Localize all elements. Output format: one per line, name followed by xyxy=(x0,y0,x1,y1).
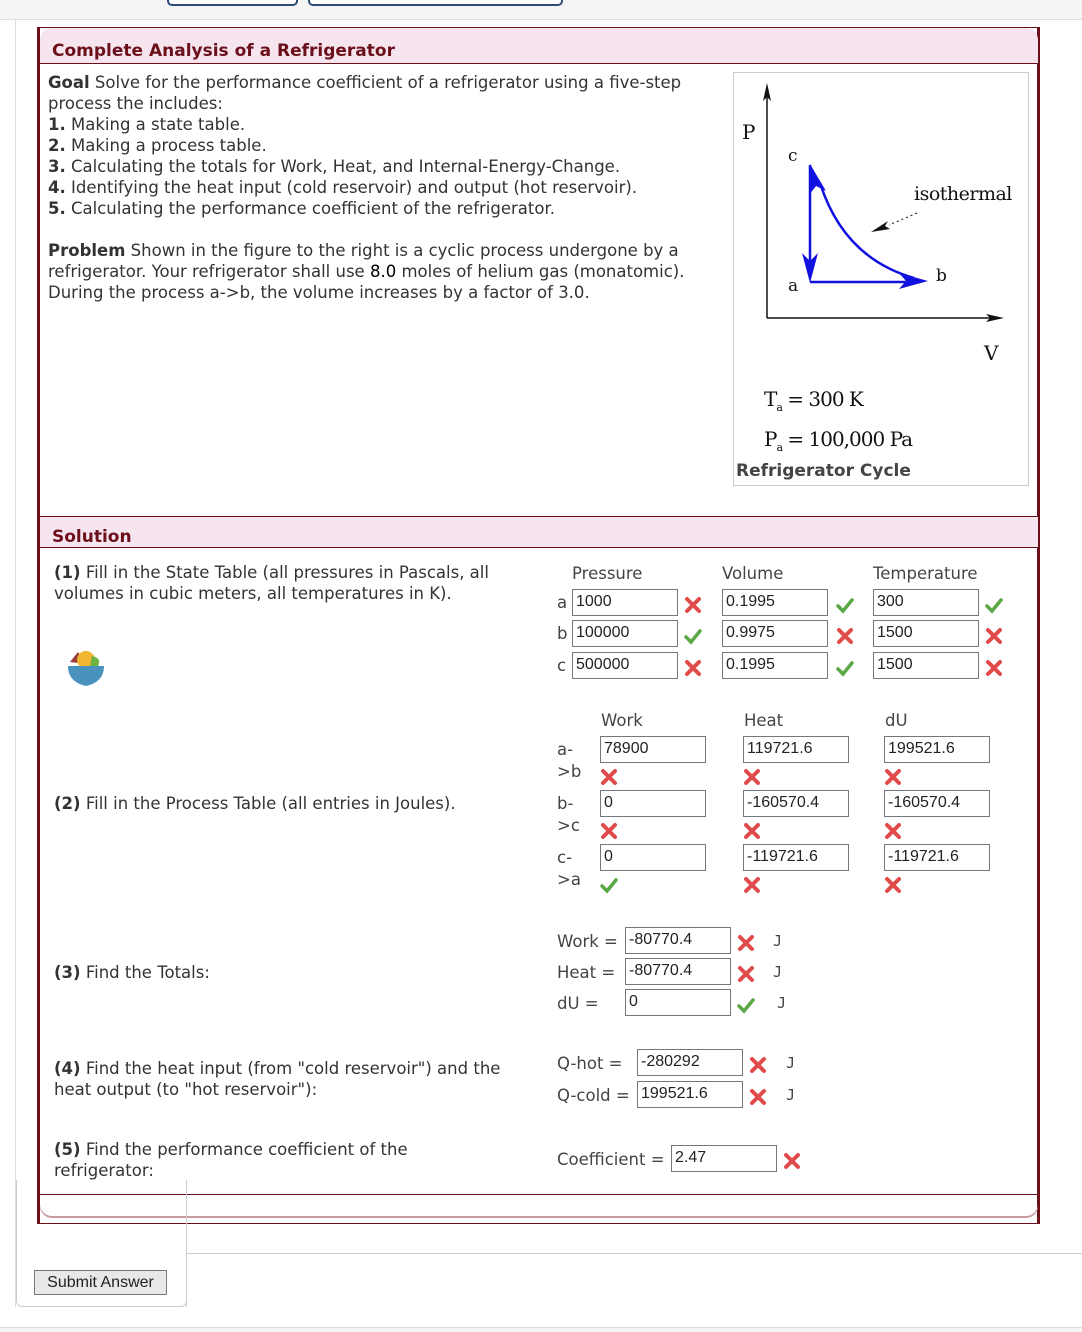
incorrect-x-icon xyxy=(884,822,902,840)
state-header-pressure: Pressure xyxy=(572,564,643,583)
step2-instructions: (2) Fill in the Process Table (all entries in Joules). xyxy=(54,794,456,813)
state-row-label-c: c xyxy=(557,656,567,675)
volume-b-input[interactable]: 0.9975 xyxy=(722,620,828,647)
point-b-label: b xyxy=(936,266,947,286)
total-du-unit: J xyxy=(777,994,787,1012)
process-row-label-ca: c- >a xyxy=(557,848,581,889)
pressure-a-input[interactable]: 1000 xyxy=(572,589,678,616)
q-cold-input[interactable]: 199521.6 xyxy=(637,1081,743,1108)
fruit-bowl-icon xyxy=(64,648,108,692)
total-work-unit: J xyxy=(773,932,783,950)
total-heat-input[interactable]: -80770.4 xyxy=(625,958,731,985)
step4-instructions: (4) Find the heat input (from "cold reservoir") and the heat output (to "hot reservoir"): xyxy=(54,1059,501,1099)
top-tab-button-2[interactable] xyxy=(308,0,563,6)
top-tab-button-1[interactable] xyxy=(167,0,298,6)
solution-header xyxy=(40,516,1038,548)
total-work-input[interactable]: -80770.4 xyxy=(625,927,731,954)
state-header-volume: Volume xyxy=(722,564,784,583)
top-toolbar xyxy=(0,0,1082,20)
bottom-bar xyxy=(0,1327,1082,1332)
step1-instructions: (1) Fill in the State Table (all pressures in Pascals, all volumes in cubic meters, all temperatures in K). xyxy=(54,563,489,603)
goal-steps xyxy=(48,114,728,219)
incorrect-x-icon xyxy=(884,876,902,894)
correct-check-icon xyxy=(836,596,854,614)
work-ab-input[interactable]: 78900 xyxy=(600,736,706,763)
problem-title: Complete Analysis of a Refrigerator xyxy=(52,41,395,61)
total-heat-unit: J xyxy=(773,963,783,981)
du-ca-input[interactable]: -119721.6 xyxy=(884,844,990,871)
heat-ab-input[interactable]: 119721.6 xyxy=(743,736,849,763)
process-row-label-bc: b- >c xyxy=(557,794,580,835)
work-bc-input[interactable]: 0 xyxy=(600,790,706,817)
correct-check-icon xyxy=(684,627,702,645)
process-header-work: Work xyxy=(601,711,643,730)
total-du-label: dU = xyxy=(557,994,599,1013)
incorrect-x-icon xyxy=(985,659,1003,677)
v-axis-label: V xyxy=(984,341,999,365)
incorrect-x-icon xyxy=(600,822,618,840)
step5-instructions: (5) Find the performance coefficient of the refrigerator: xyxy=(54,1140,408,1180)
goal-step-5: 5. Calculating the performance coefficient of the refrigerator. xyxy=(48,199,555,218)
factor-value: 3.0 xyxy=(558,283,585,302)
incorrect-x-icon xyxy=(749,1088,767,1106)
goal-text: Goal Solve for the performance coefficient of a refrigerator using a five-step process the includes: xyxy=(48,73,682,113)
incorrect-x-icon xyxy=(600,768,618,786)
q-hot-unit: J xyxy=(786,1054,796,1072)
moles-value: 8.0 xyxy=(369,262,397,281)
temperature-b-input[interactable]: 1500 xyxy=(873,620,979,647)
pressure-b-input[interactable]: 100000 xyxy=(572,620,678,647)
page-left-border xyxy=(15,20,16,1307)
state-header-temperature: Temperature xyxy=(873,564,978,583)
incorrect-x-icon xyxy=(743,768,761,786)
goal-step-3: 3. Calculating the totals for Work, Heat, and Internal-Energy-Change. xyxy=(48,157,621,176)
work-ca-input[interactable]: 0 xyxy=(600,844,706,871)
footer-divider xyxy=(186,1253,1082,1254)
solution-title: Solution xyxy=(52,527,132,547)
ta-equation: $T_a = 300$ K xyxy=(764,387,863,414)
process-header-heat: Heat xyxy=(744,711,784,730)
panel-footer xyxy=(40,1194,1038,1218)
volume-a-input[interactable]: 0.1995 xyxy=(722,589,828,616)
point-c-label: c xyxy=(788,146,798,166)
goal-step-1: 1. Making a state table. xyxy=(48,115,246,134)
incorrect-x-icon xyxy=(749,1056,767,1074)
pv-diagram-figure xyxy=(733,72,1029,486)
coefficient-label: Coefficient = xyxy=(557,1150,665,1169)
coefficient-input[interactable]: 2.47 xyxy=(671,1145,777,1172)
problem-text: Problem Shown in the figure to the right is a cyclic process undergone by a refrigerator. Your refrigerator shall use 8.0 moles of helium gas (monatomic). During the process a->b, the volume increases by a factor of 3.0. xyxy=(48,241,685,302)
temperature-a-input[interactable]: 300 xyxy=(873,589,979,616)
incorrect-x-icon xyxy=(743,876,761,894)
point-a-label: a xyxy=(788,276,799,296)
total-work-label: Work = xyxy=(557,932,618,951)
correct-check-icon xyxy=(985,596,1003,614)
goal-label: Goal xyxy=(48,73,90,92)
process-header-du: dU xyxy=(885,711,908,730)
process-row-label-ab: a- >b xyxy=(557,740,582,781)
incorrect-x-icon xyxy=(737,934,755,952)
q-cold-label: Q-cold = xyxy=(557,1086,630,1105)
incorrect-x-icon xyxy=(985,627,1003,645)
step3-instructions: (3) Find the Totals: xyxy=(54,963,210,982)
pressure-c-input[interactable]: 500000 xyxy=(572,652,678,679)
problem-panel xyxy=(37,27,1040,1224)
incorrect-x-icon xyxy=(783,1152,801,1170)
volume-c-input[interactable]: 0.1995 xyxy=(722,652,828,679)
incorrect-x-icon xyxy=(737,965,755,983)
pa-equation: $P_a = 100,000$ Pa xyxy=(764,427,913,454)
footer-divider-vertical xyxy=(186,1253,187,1307)
temperature-c-input[interactable]: 1500 xyxy=(873,652,979,679)
q-hot-input[interactable]: -280292 xyxy=(637,1049,743,1076)
heat-ca-input[interactable]: -119721.6 xyxy=(743,844,849,871)
submit-answer-button[interactable]: Submit Answer xyxy=(34,1270,167,1295)
du-ab-input[interactable]: 199521.6 xyxy=(884,736,990,763)
problem-label: Problem xyxy=(48,241,126,260)
figure-caption: Refrigerator Cycle xyxy=(736,461,911,481)
state-row-label-a: a xyxy=(557,593,568,612)
problem-header xyxy=(40,28,1038,64)
incorrect-x-icon xyxy=(884,768,902,786)
q-hot-label: Q-hot = xyxy=(557,1054,623,1073)
incorrect-x-icon xyxy=(836,627,854,645)
total-du-input[interactable]: 0 xyxy=(625,989,731,1016)
heat-bc-input[interactable]: -160570.4 xyxy=(743,790,849,817)
du-bc-input[interactable]: -160570.4 xyxy=(884,790,990,817)
goal-step-2: 2. Making a process table. xyxy=(48,136,267,155)
isothermal-label: isothermal xyxy=(914,183,1012,205)
incorrect-x-icon xyxy=(684,659,702,677)
q-cold-unit: J xyxy=(786,1086,796,1104)
correct-check-icon xyxy=(600,876,618,894)
state-row-label-b: b xyxy=(557,624,568,643)
incorrect-x-icon xyxy=(684,596,702,614)
total-heat-label: Heat = xyxy=(557,963,616,982)
incorrect-x-icon xyxy=(743,822,761,840)
p-axis-label: P xyxy=(742,120,756,144)
correct-check-icon xyxy=(737,996,755,1014)
correct-check-icon xyxy=(836,659,854,677)
goal-step-4: 4. Identifying the heat input (cold reservoir) and output (hot reservoir). xyxy=(48,178,638,197)
